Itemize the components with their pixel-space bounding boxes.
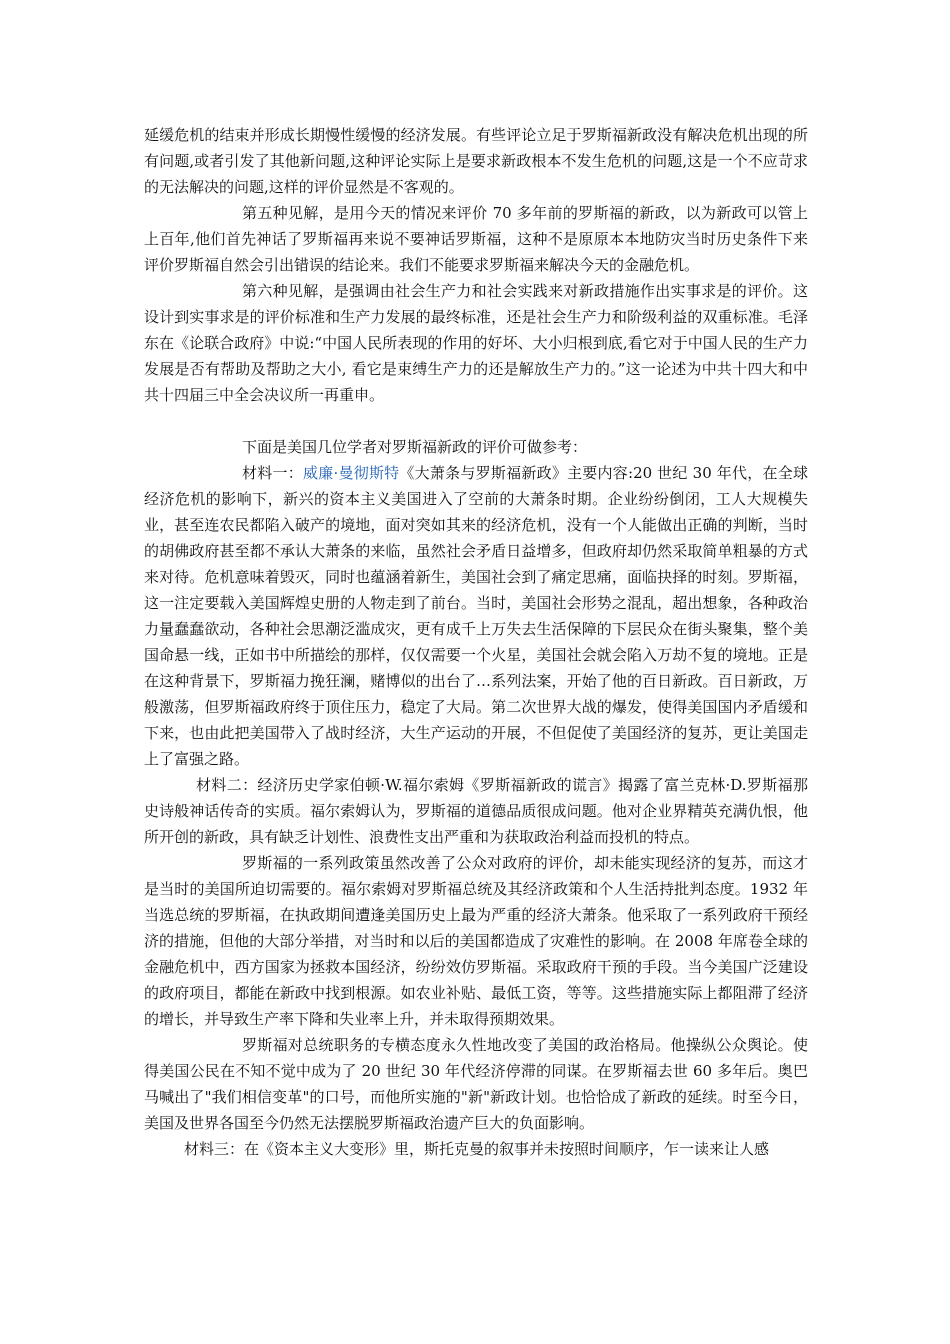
material-one-prefix: 材料一： <box>242 464 303 482</box>
paragraph-1: 延缓危机的结束并形成长期慢性缓慢的经济发展。有些评论立足于罗斯福新政没有解决危机出现的所有问题,或者引发了其他新问题,这种评论实际上是要求新政根本不发生危机的问题,这是一个不应苛求的无法解决的问题,这样的评价显然是不客观的。 <box>144 126 808 196</box>
paragraph-sixth-view: 第六种见解，是强调由社会生产力和社会实践来对新政措施作出实事求是的评价。这设计到实事求是的评价标准和生产力发展的最终标准，还是社会生产力和阶级利益的双重标准。毛泽东在《论联合政府》中说:“中国人民所表现的作用的好坏、大小归根到底,看它对于中国人民的生产力发展是否有帮助及帮助之大小, 看它是束缚生产力的还是解放生产力的。”这一论述为中共十四大和中共十四届三中全会决议所一再重申。 <box>144 282 808 404</box>
blank-line <box>144 408 808 434</box>
paragraph-policy-critique: 罗斯福的一系列政策虽然改善了公众对政府的评价，却未能实现经济的复苏，而这才是当时的美国所迫切需要的。福尔索姆对罗斯福总统及其经济政策和个人生活持批判态度。1932 年当选总统的罗斯福，在执政期间遭逢美国历史上最为严重的经济大萧条。他采取了一系列政府干预经济的措施，但他的大部分举措，对当时和以后的美国都造成了灾难性的影响。在 2008 年席卷全球的金融危机中，西方国家为拯救本国经济，纷纷效仿罗斯福。采取政府干预的手段。当今美国广泛建设的政府项目，都能在新政中找到根源。如农业补贴、最低工资，等等。这些措施实际上都阻滞了经济的增长，并导致生产率下降和失业率上升，并未取得预期效果。 <box>144 854 808 1028</box>
author-link[interactable]: 威廉·曼彻斯特 <box>302 464 400 482</box>
paragraph-material-three: 材料三：在《资本主义大变形》里，斯托克曼的叙事并未按照时间顺序，乍一读来让人感 <box>184 1140 770 1158</box>
paragraph-political-legacy: 罗斯福对总统职务的专横态度永久性地改变了美国的政治格局。他操纵公众舆论。使得美国公民在不知不觉中成为了 20 世纪 30 年代经济停滞的同谋。在罗斯福去世 60 多年后。奥巴马喊出了"我们相信变革"的口号，而他所实施的"新"新政计划。也恰恰成了新政的延续。时至今日，美国及世界各国至今仍然无法摆脱罗斯福政治遗产巨大的负面影响。 <box>144 1036 808 1132</box>
paragraph-material-one <box>144 460 808 772</box>
paragraph-intro-materials: 下面是美国几位学者对罗斯福新政的评价可做参考： <box>242 438 588 456</box>
document-body <box>144 122 808 1162</box>
paragraph-fifth-view: 第五种见解，是用今天的情况来评价 70 多年前的罗斯福的新政，以为新政可以管上上百年,他们首先神话了罗斯福再来说不要神话罗斯福，这种不是原原本本地防灾当时历史条件下来评价罗斯福自然会引出错误的结论来。我们不能要求罗斯福来解决今天的金融危机。 <box>144 204 808 274</box>
paragraph-material-two: 材料二：经济历史学家伯顿·W.福尔索姆《罗斯福新政的谎言》揭露了富兰克林·D.罗斯福那史诗般神话传奇的实质。福尔索姆认为，罗斯福的道德品质很成问题。他对企业界精英充满仇恨，他所开创的新政，具有缺乏计划性、浪费性支出严重和为获取政治利益而投机的特点。 <box>144 776 808 846</box>
material-one-text: 《大萧条与罗斯福新政》主要内容:20 世纪 30 年代，在全球经济危机的影响下，新兴的资本主义美国进入了空前的大萧条时期。企业纷纷倒闭，工人大规模失业，甚至连农民都陷入破产的境地，面对突如其来的经济危机，没有一个人能做出正确的判断，当时的胡佛政府甚至都不承认大萧条的来临，虽然社会矛盾日益增多，但政府却仍然采取简单粗暴的方式来对待。危机意味着毁灭，同时也蕴涵着新生，美国社会到了痛定思痛，面临抉择的时刻。罗斯福，这一注定要载入美国辉煌史册的人物走到了前台。当时，美国社会形势之混乱，超出想象，各种政治力量蠢蠢欲动，各种社会思潮泛滥成灾，更有成千上万失去生活保障的下层民众在街头聚集，整个美国命悬一线，正如书中所描绘的那样，仅仅需要一个火星，美国社会就会陷入万劫不复的境地。正是在这种背景下，罗斯福力挽狂澜，赌博似的出台了…系列法案，开始了他的百日新政。百日新政，万般激荡，但罗斯福政府终于顶住压力，稳定了大局。第二次世界大战的爆发，使得美国国内矛盾缓和下来，也由此把美国带入了战时经济，大生产运动的开展，不但促使了美国经济的复苏，更让美国走上了富强之路。 <box>144 464 808 768</box>
